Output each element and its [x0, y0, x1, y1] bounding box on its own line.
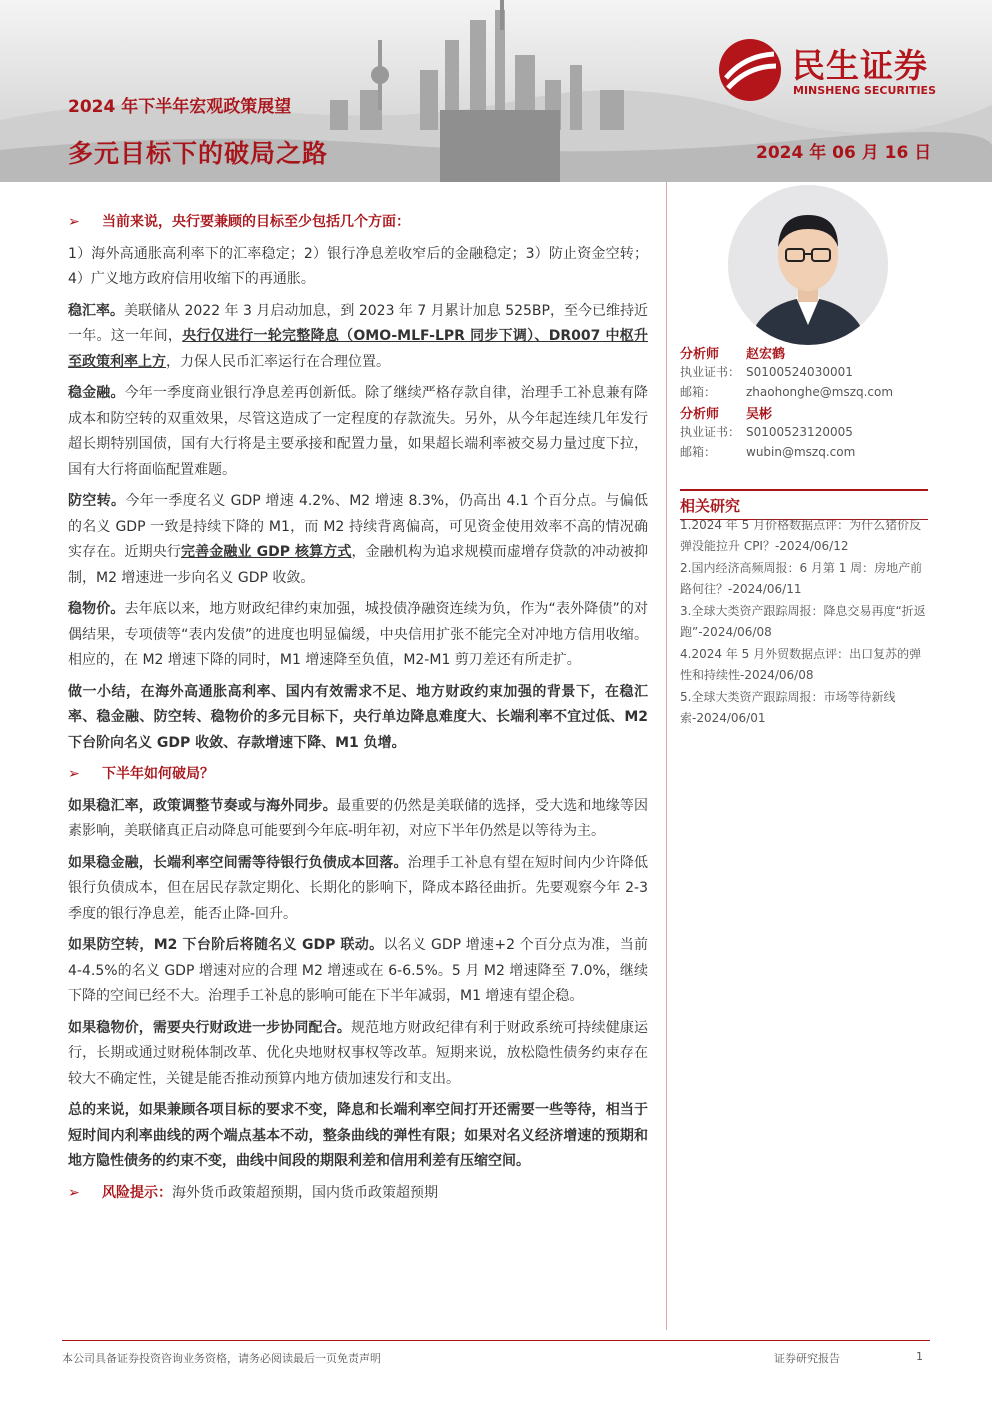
footer-divider [62, 1340, 930, 1341]
series-title: 2024 年下半年宏观政策展望 [68, 97, 292, 117]
related-research-list [680, 515, 928, 730]
arrow-bullet-icon: ➢ [68, 1184, 80, 1201]
section-heading: ➢ 当前来说，央行要兼顾的目标至少包括几个方面： [68, 210, 648, 236]
paragraph: 如果防空转，M2 下台阶后将随名义 GDP 联动。以名义 GDP 增速+2 个百分点为准，当前 4-4.5%的名义 GDP 增速对应的合理 M2 增速或在 6-6.5%。5 月 M2 增速降至 7.0%，继续下降的空间已经不大。治理手工补息的影响可能在下半年减弱，M1 增速有望企稳。 [68, 937, 648, 1004]
minsheng-logo-icon [718, 38, 782, 102]
paragraph: 如果稳物价，需要央行财政进一步协同配合。规范地方财政纪律有利于财政系统可持续健康运行，长期或通过财税体制改革、优化央地财权事权等改革。短期来说，放松隐性债务约束存在较大不确定性，关键是能否推动预算内地方债加速发行和支出。 [68, 1019, 648, 1087]
footer-disclaimer: 本公司具备证券投资咨询业务资格，请务必阅读最后一页免责声明 [62, 1352, 381, 1365]
page-title: 多元目标下的破局之路 [68, 139, 329, 168]
analyst-cert: S0100523120005 [746, 425, 853, 439]
related-research-item[interactable]: 5.全球大类资产跟踪周报：市场等待新线索-2024/06/01 [680, 690, 896, 725]
column-divider [666, 182, 667, 1330]
related-research-item[interactable]: 3.全球大类资产跟踪周报：降息交易再度“折返跑”-2024/06/08 [680, 604, 926, 639]
analyst-email[interactable]: zhaohonghe@mszq.com [746, 385, 894, 399]
conclusion-paragraph: 总的来说，如果兼顾各项目标的要求不变，降息和长端利率空间打开还需要一些等待，相当于短时间内利率曲线的两个端点基本不动，整条曲线的弹性有限；如果对名义经济增速的预期和地方隐性债务的约束不变，曲线中间段的期限利差和信用利差有压缩空间。 [68, 1102, 648, 1169]
paragraph: 如果稳金融，长端利率空间需等待银行负债成本回落。治理手工补息有望在短时间内少许降低银行负债成本，但在居民存款定期化、长期化的影响下，降成本路径曲折。先要观察今年 2-3 季度的银行净息差，能否止降-回升。 [68, 854, 649, 922]
analyst-role: 分析师 [680, 347, 720, 362]
paragraph: 稳汇率。美联储从 2022 年 3 月启动加息，到 2023 年 7 月累计加息 525BP，至今已维持近一年。这一年间，央行仅进行一轮完整降息（OMO-MLF-LPR 同步下调）、DR007 中枢升至政策利率上方，力保人民币汇率运行在合理位置。 [68, 302, 649, 370]
logo-text: 民生证券 [792, 46, 928, 85]
analyst-card: 分析师 吴彬 执业证书： S0100523120005 邮箱： wubin@mszq.com [680, 403, 928, 462]
summary-paragraph: 做一小结，在海外高通胀高利率、国内有效需求不足、地方财政约束加强的背景下，在稳汇率、稳金融、防空转、稳物价的多元目标下，央行单边降息难度大、长端利率不宜过低、M2 下台阶向名义 GDP 收敛、存款增速下降、M1 负增。 [68, 683, 648, 751]
section-heading: ➢ 下半年如何破局？ [68, 762, 648, 788]
logo-english-text: MINSHENG SECURITIES [793, 84, 936, 97]
related-research-item[interactable]: 2.国内经济高频周报：6 月第 1 周：房地产前路何往？-2024/06/11 [680, 561, 923, 596]
analyst-card: 分析师 赵宏鹤 执业证书： S0100524030001 邮箱： zhaohonghe@mszq.com [680, 343, 928, 402]
analyst-photo-icon [728, 185, 888, 345]
related-research-item[interactable]: 1.2024 年 5 月价格数据点评：为什么猪价反弹没能拉升 CPI？-2024/06/12 [680, 518, 922, 553]
arrow-bullet-icon: ➢ [68, 214, 80, 230]
analyst-name: 吴彬 [746, 407, 773, 422]
analyst-name: 赵宏鹤 [746, 347, 786, 362]
analyst-avatar [728, 185, 888, 345]
paragraph: 稳物价。去年底以来，地方财政纪律约束加强，城投债净融资连续为负，作为“表外降债”的对偶结果，专项债等“表内发债”的进度也明显偏缓，中央信用扩张不能完全对冲地方信用收缩。相应的，在 M2 增速下降的同时，M1 增速降至负值，M2-M1 剪刀差还有所走扩。 [68, 601, 648, 668]
risk-warning: ➢ 风险提示：海外货币政策超预期，国内货币政策超预期 [68, 1181, 648, 1207]
related-research-title: 相关研究 [680, 489, 928, 520]
report-date: 2024 年 06 月 16 日 [756, 143, 932, 163]
paragraph: 1）海外高通胀高利率下的汇率稳定；2）银行净息差收窄后的金融稳定；3）防止资金空转；4）广义地方政府信用收缩下的再通胀。 [68, 245, 648, 287]
analyst-role: 分析师 [680, 407, 720, 422]
arrow-bullet-icon: ➢ [68, 766, 80, 782]
related-research-item[interactable]: 4.2024 年 5 月外贸数据点评：出口复苏的弹性和持续性-2024/06/08 [680, 647, 922, 682]
analyst-email[interactable]: wubin@mszq.com [746, 445, 856, 459]
paragraph: 如果稳汇率，政策调整节奏或与海外同步。最重要的仍然是美联储的选择，受大选和地缘等因素影响，美联储真正启动降息可能要到今年底-明年初，对应下半年仍然是以等待为主。 [68, 797, 649, 839]
page-number: 1 [916, 1350, 923, 1363]
footer-report-type: 证券研究报告 [774, 1352, 840, 1365]
paragraph: 稳金融。今年一季度商业银行净息差再创新低。除了继续严格存款自律，治理手工补息兼有降成本和防空转的双重效果，尽管这造成了一定程度的存款流失。另外，从今年起连续几年发行超长期特别国债，国有大行将是主要承接和配置力量，如果超长端利率被交易力量过度下拉，国有大行将面临配置难题。 [68, 385, 649, 478]
main-content [68, 210, 648, 1212]
analyst-cert: S0100524030001 [746, 365, 853, 379]
report-header [0, 0, 992, 182]
paragraph: 防空转。今年一季度名义 GDP 增速 4.2%、M2 增速 8.3%，仍高出 4.1 个百分点。与偏低的名义 GDP 一致是持续下降的 M1，而 M2 持续背离偏高，可见资金使用效率不高的情况确实存在。近期央行完善金融业 GDP 核算方式，金融机构为追求规模而虚增存贷款的冲动被抑制，M2 增速进一步向名义 GDP 收敛。 [68, 493, 649, 586]
